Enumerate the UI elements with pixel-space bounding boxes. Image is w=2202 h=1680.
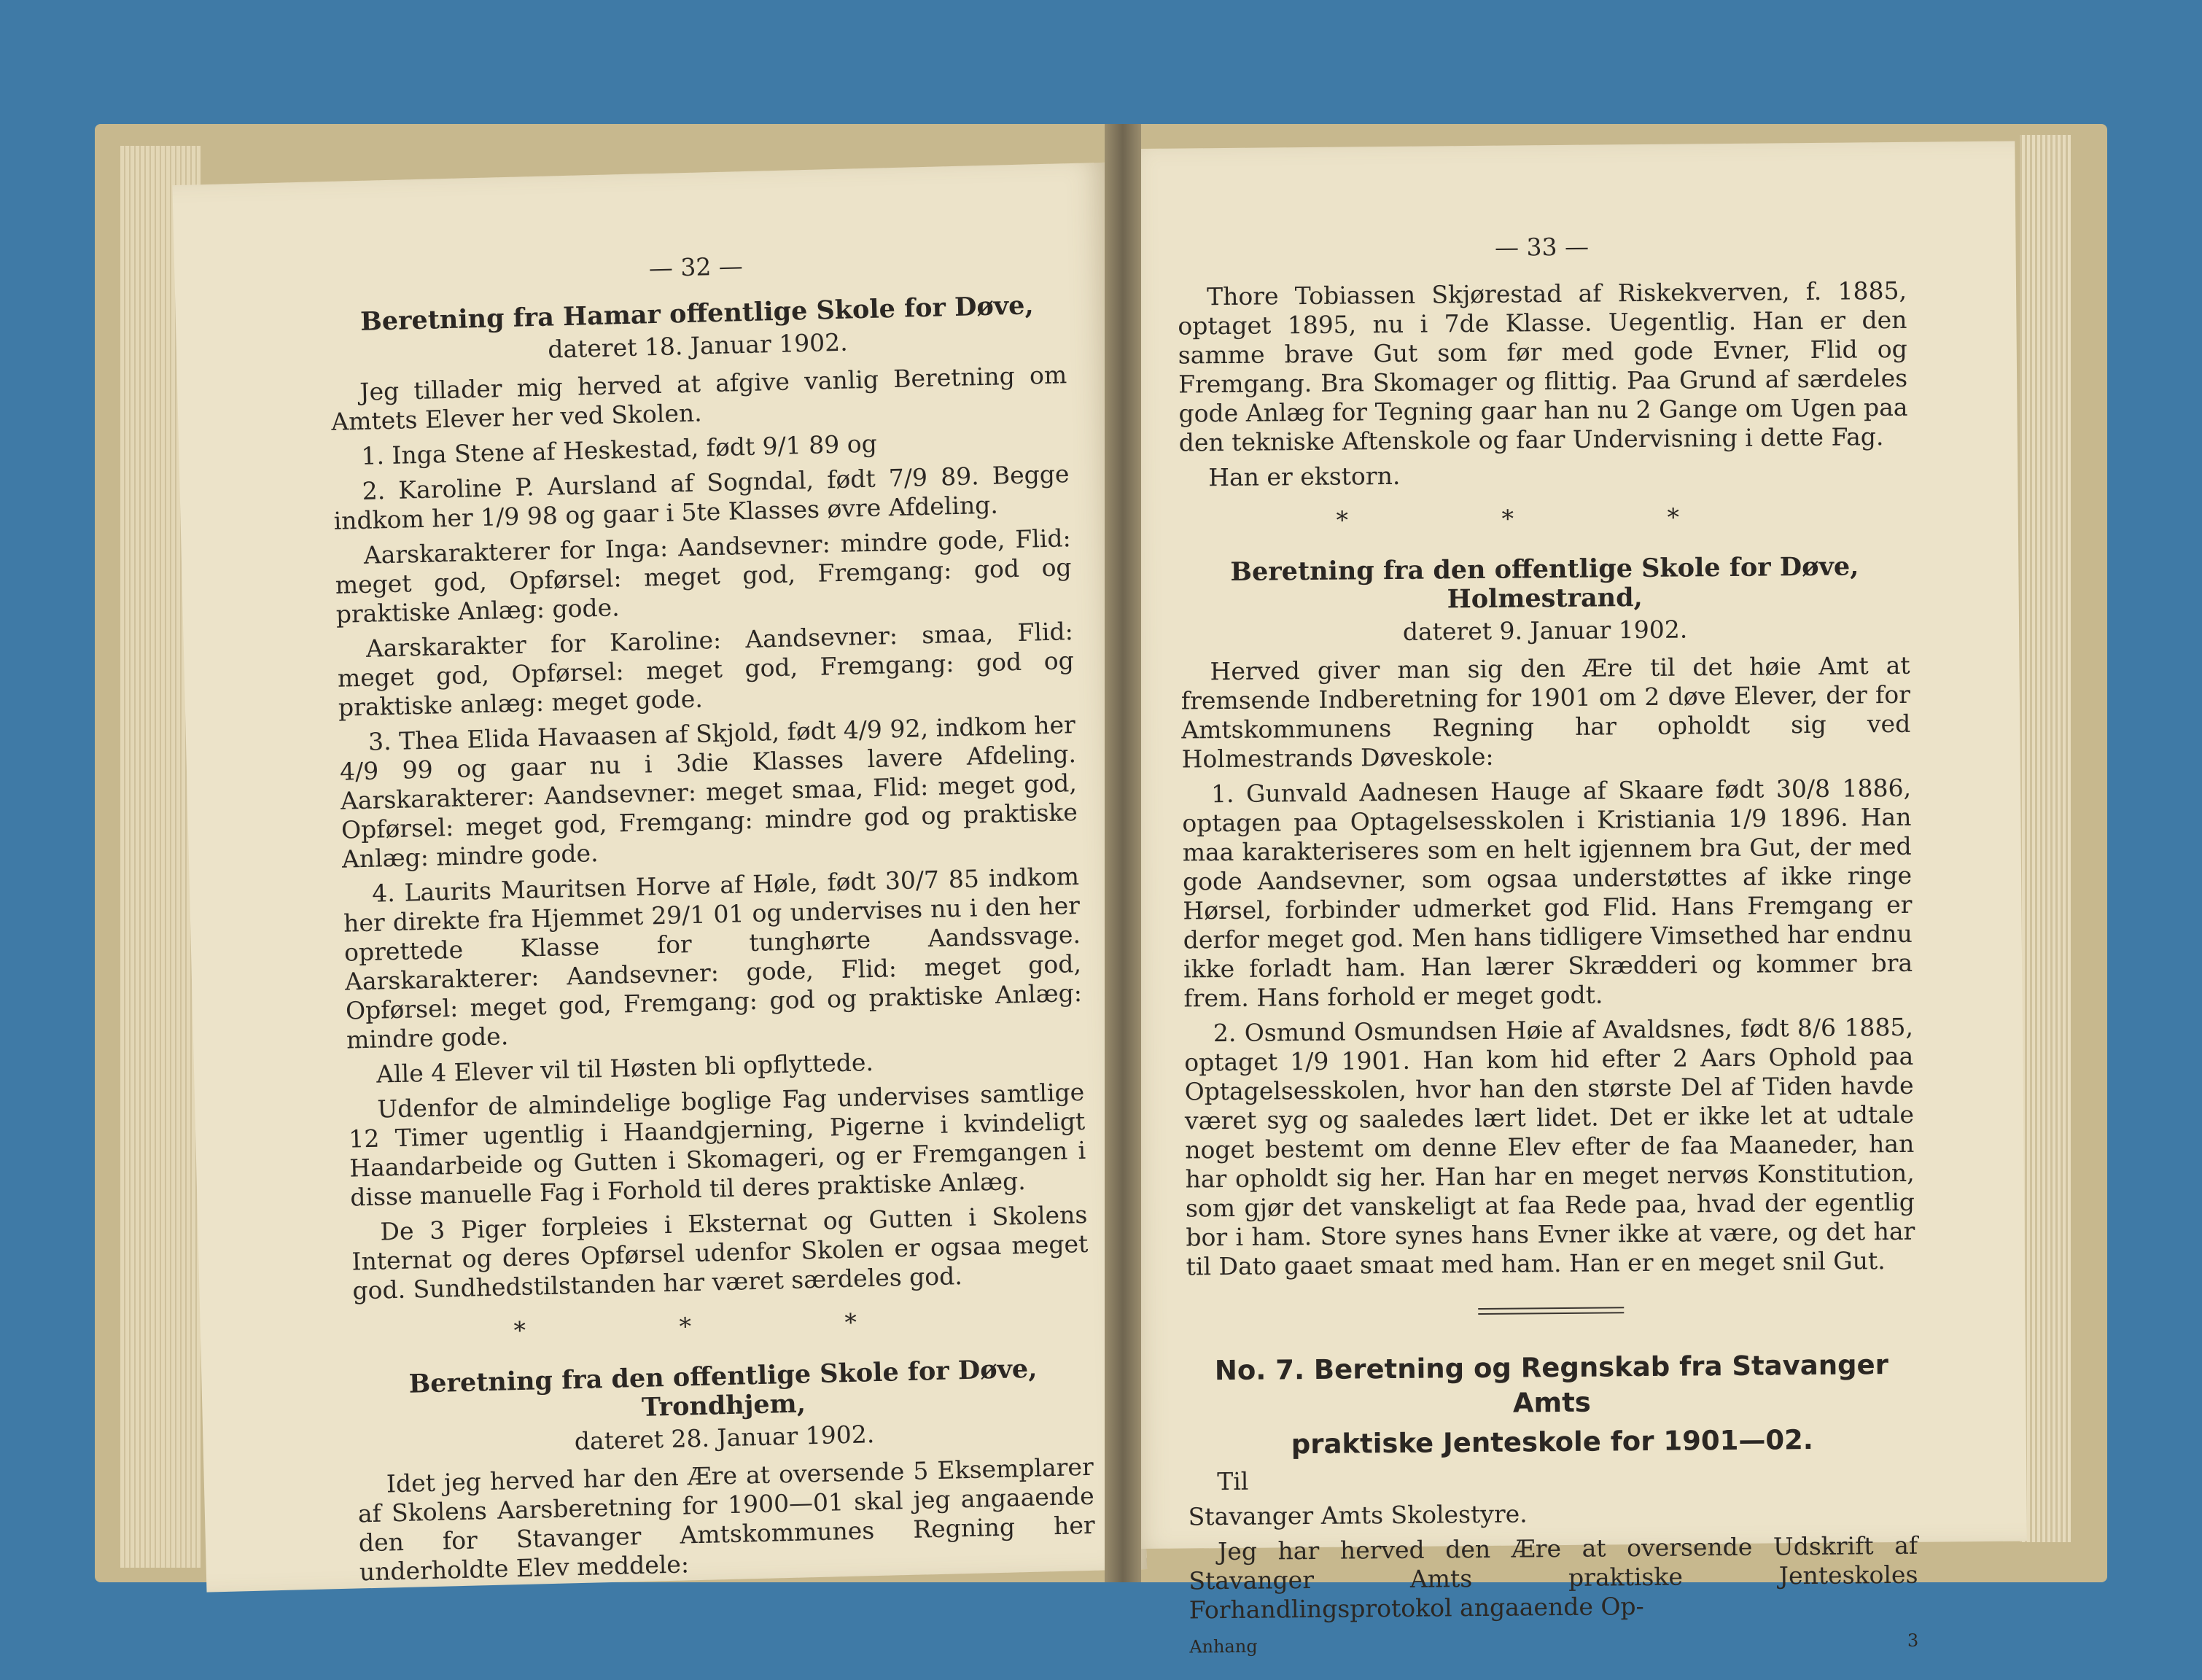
paragraph: Thore Tobiassen Skjørestad af Riskekverven, f. 1885, optaget 1895, nu i 7de Klasse. Uegentlig. Han er den samme brave Gut som før med gode Evner, Flid og Fremgang. Bra Skomager og flittig. Paa Grund af særdeles gode Anlæg for Tegning gaar han nu 2 Gange om Ugen paa den tekniske Aftenskole og faar Undervisning i dette Fag. bbox=[1178, 276, 1908, 457]
page-edges-right bbox=[2020, 135, 2071, 1542]
page-footer bbox=[1189, 1626, 1918, 1662]
page-number: — 32 — bbox=[648, 252, 744, 283]
paragraph: 2. Karoline P. Aursland af Sogndal, født 7/9 89. Begge indkom her 1/9 98 og gaar i 5te Klasses øvre Afdeling. bbox=[333, 459, 1070, 535]
footer-signature: Anhang bbox=[1189, 1636, 1258, 1657]
paragraph: 3. Thea Elida Havaasen af Skjold, født 4/9 92, indkom her 4/9 99 og gaar nu i 3die Klasses lavere Afdeling. Aarskarakterer: Aandsevner: meget smaa, Flid: meget god, Opførsel: meget god, Fremgang: mindre god og praktiske Anlæg: mindre gode. bbox=[339, 710, 1078, 874]
paragraph: Han er ekstorn. bbox=[1208, 461, 1401, 492]
paragraph: De 3 Piger forpleies i Eksternat og Gutten i Skolens Internat og deres Opførsel udenfor Skolen er ogsaa meget god. Sundhedstilstanden har været særdeles god. bbox=[351, 1199, 1089, 1305]
section-separator: * * * bbox=[1336, 502, 1753, 534]
paragraph: Jeg har herved den Ære at oversende Udskrift af Stavanger Amts praktiske Jenteskoles Forhandlingsprotokol angaaende Op- bbox=[1188, 1531, 1918, 1625]
section-date: dateret 9. Januar 1902. bbox=[1402, 615, 1688, 646]
section-heading: Beretning fra den offentlige Skole for Døve, Holmestrand, bbox=[1230, 551, 1859, 615]
section-heading: Beretning fra Hamar offentlige Skole for Døve, bbox=[359, 290, 1035, 337]
left-page bbox=[172, 163, 1147, 1592]
paragraph: Idet jeg herved har den Ære at oversende 5 Eksemplarer af Skolens Aarsberetning for 1900—01 skal jeg angaaende den for Stavanger Amtskommunes Regning her underholdte Elev meddele: bbox=[357, 1452, 1096, 1587]
paragraph: 2. Osmund Osmundsen Høie af Avaldsnes, født 8/6 1885, optaget 1/9 1901. Han kom hid efter 2 Aars Ophold paa Optagelsesskolen, hvor han den største Del af Tiden havde været syg og saaledes lært lidet. Det er ikke let at udtale noget bestemt om denne Elev efter de faa Maaneder, han har opholdt sig her. Han har en meget nervøs Konstitution, som gjør det vanskeligt at faa Rede paa, hvad der egentlig bor i ham. Store synes hans Evner ikke at være, og det har til Dato gaaet smaat med ham. Han er en meget snil Gut. bbox=[1184, 1012, 1915, 1281]
footer-sheet-number: 3 bbox=[1907, 1630, 1919, 1651]
double-rule-divider bbox=[1478, 1307, 1624, 1315]
book-gutter bbox=[1105, 124, 1141, 1582]
section-heading-large: praktiske Jenteskole for 1901—02. bbox=[1291, 1424, 1814, 1461]
paragraph: Aarskarakterer for Inga: Aandsevner: mindre gode, Flid: meget god, Opførsel: meget god, Fremgang: god og praktiske Anlæg: gode. bbox=[335, 524, 1073, 629]
salutation: Til bbox=[1217, 1466, 1249, 1496]
right-page bbox=[1110, 141, 2027, 1657]
paragraph: 1. Inga Stene af Heskestad, født 9/1 89 og bbox=[361, 429, 878, 470]
paragraph: Aarskarakter for Karoline: Aandsevner: smaa, Flid: meget god, Opførsel: meget god, Fremgang: god og praktiske anlæg: meget gode. bbox=[337, 617, 1075, 722]
section-date: dateret 28. Januar 1902. bbox=[574, 1420, 875, 1456]
section-heading: Beretning fra den offentlige Skole for Døve, Trondhjem, bbox=[408, 1353, 1038, 1423]
paragraph: Alle 4 Elever vil til Høsten bli opflyttede. bbox=[376, 1048, 874, 1089]
section-heading-large: No. 7. Beretning og Regnskab fra Stavanger Amts bbox=[1214, 1349, 1889, 1419]
section-date: dateret 18. Januar 1902. bbox=[547, 327, 849, 364]
salutation: Stavanger Amts Skolestyre. bbox=[1188, 1499, 1528, 1531]
paragraph: Herved giver man sig den Ære til det høie Amt at fremsende Indberetning for 1901 om 2 døve Elever, der for Amtskommunens Regning har opholdt sig ved Holmestrands Døveskole: bbox=[1180, 650, 1911, 774]
paragraph: 1. Gunvald Aadnesen Hauge af Skaare født 30/8 1886, optagen paa Optagelsesskolen i Kristiania 1/9 1896. Han maa karakteriseres som en helt igjennem bra Gut, der med gode Aandsevner, som ogsaa understøttes af ikke ringe Hørsel, forbinder udmerket god Flid. Hans Fremgang er derfor meget god. Men hans tidligere Vimsethed har endnu ikke forladt ham. Han lærer Skrædderi og kommer bra frem. Hans forhold er meget godt. bbox=[1182, 773, 1913, 1013]
paragraph: Jeg tillader mig herved at afgive vanlig Beretning om Amtets Elever her ved Skolen. bbox=[330, 360, 1067, 436]
paragraph: 4. Laurits Mauritsen Horve af Høle, født 30/7 85 indkom her direkte fra Hjemmet 29/1 01 og undervises nu i den her oprettede Klasse for tunghørte Aandssvage. Aarskarakterer: Aandsevner: gode, Flid: meget god, Opførsel: meget god, Fremgang: god og praktiske Anlæg: mindre gode. bbox=[343, 862, 1083, 1054]
section-separator: * * * bbox=[513, 1306, 930, 1345]
page-number: — 33 — bbox=[1494, 232, 1590, 262]
paragraph: Udenfor de almindelige boglige Fag undervises samtlige 12 Timer ugentlig i Haandgjerning, Pigerne i kvindeligt Haandarbeide og Gutten i Skomageri, og er Fremgangen i disse manuelle Fag i Forhold til deres praktiske Anlæg. bbox=[348, 1077, 1086, 1212]
